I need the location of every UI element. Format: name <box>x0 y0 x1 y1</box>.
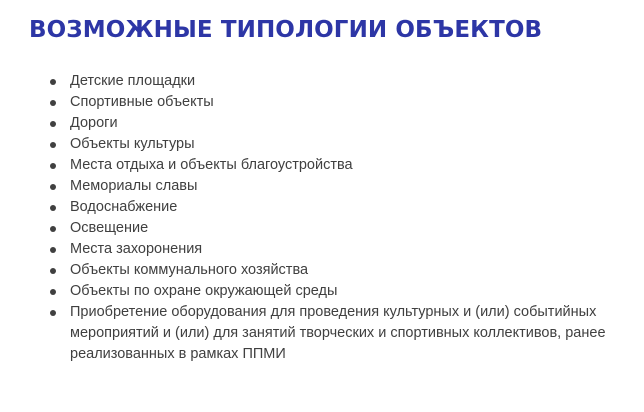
list-item <box>50 260 622 281</box>
list-item <box>50 71 622 92</box>
bullet-icon <box>50 205 56 211</box>
list-item-text: Объекты культуры <box>70 136 195 152</box>
list-item <box>50 176 622 197</box>
list-item <box>50 113 622 134</box>
list-item <box>50 134 622 155</box>
list-item-text: Дороги <box>70 115 118 131</box>
bullet-icon <box>50 142 56 148</box>
list-item-text: Места отдыха и объекты благоустройства <box>70 157 353 173</box>
list-item <box>50 155 622 176</box>
object-typology-list <box>29 71 622 365</box>
list-item-text: Детские площадки <box>70 73 196 89</box>
list-item-text: Водоснабжение <box>70 199 178 215</box>
list-item <box>50 197 622 218</box>
list-item-text: Освещение <box>70 220 149 236</box>
bullet-icon <box>50 163 56 169</box>
bullet-icon <box>50 268 56 274</box>
bullet-icon <box>50 100 56 106</box>
bullet-icon <box>50 289 56 295</box>
list-item <box>50 302 622 365</box>
bullet-icon <box>50 121 56 127</box>
bullet-icon <box>50 184 56 190</box>
bullet-icon <box>50 79 56 85</box>
list-item-text: Приобретение оборудования для проведения культурных и (или) событийных мероприятий и (или) для занятий творческих и спортивных коллективов, ранее реализованных в рамках ППМИ <box>70 304 606 362</box>
list-item-text: Спортивные объекты <box>70 94 214 110</box>
bullet-icon <box>50 247 56 253</box>
bullet-icon <box>50 310 56 316</box>
list-item-text: Объекты по охране окружающей среды <box>70 283 338 299</box>
list-item-text: Мемориалы славы <box>70 178 198 194</box>
page-title: ВОЗМОЖНЫЕ ТИПОЛОГИИ ОБЪЕКТОВ <box>29 17 543 43</box>
list-item <box>50 281 622 302</box>
list-item-text: Места захоронения <box>70 241 203 257</box>
list-item <box>50 218 622 239</box>
bullet-icon <box>50 226 56 232</box>
list-item <box>50 92 622 113</box>
list-item <box>50 239 622 260</box>
list-item-text: Объекты коммунального хозяйства <box>70 262 309 278</box>
